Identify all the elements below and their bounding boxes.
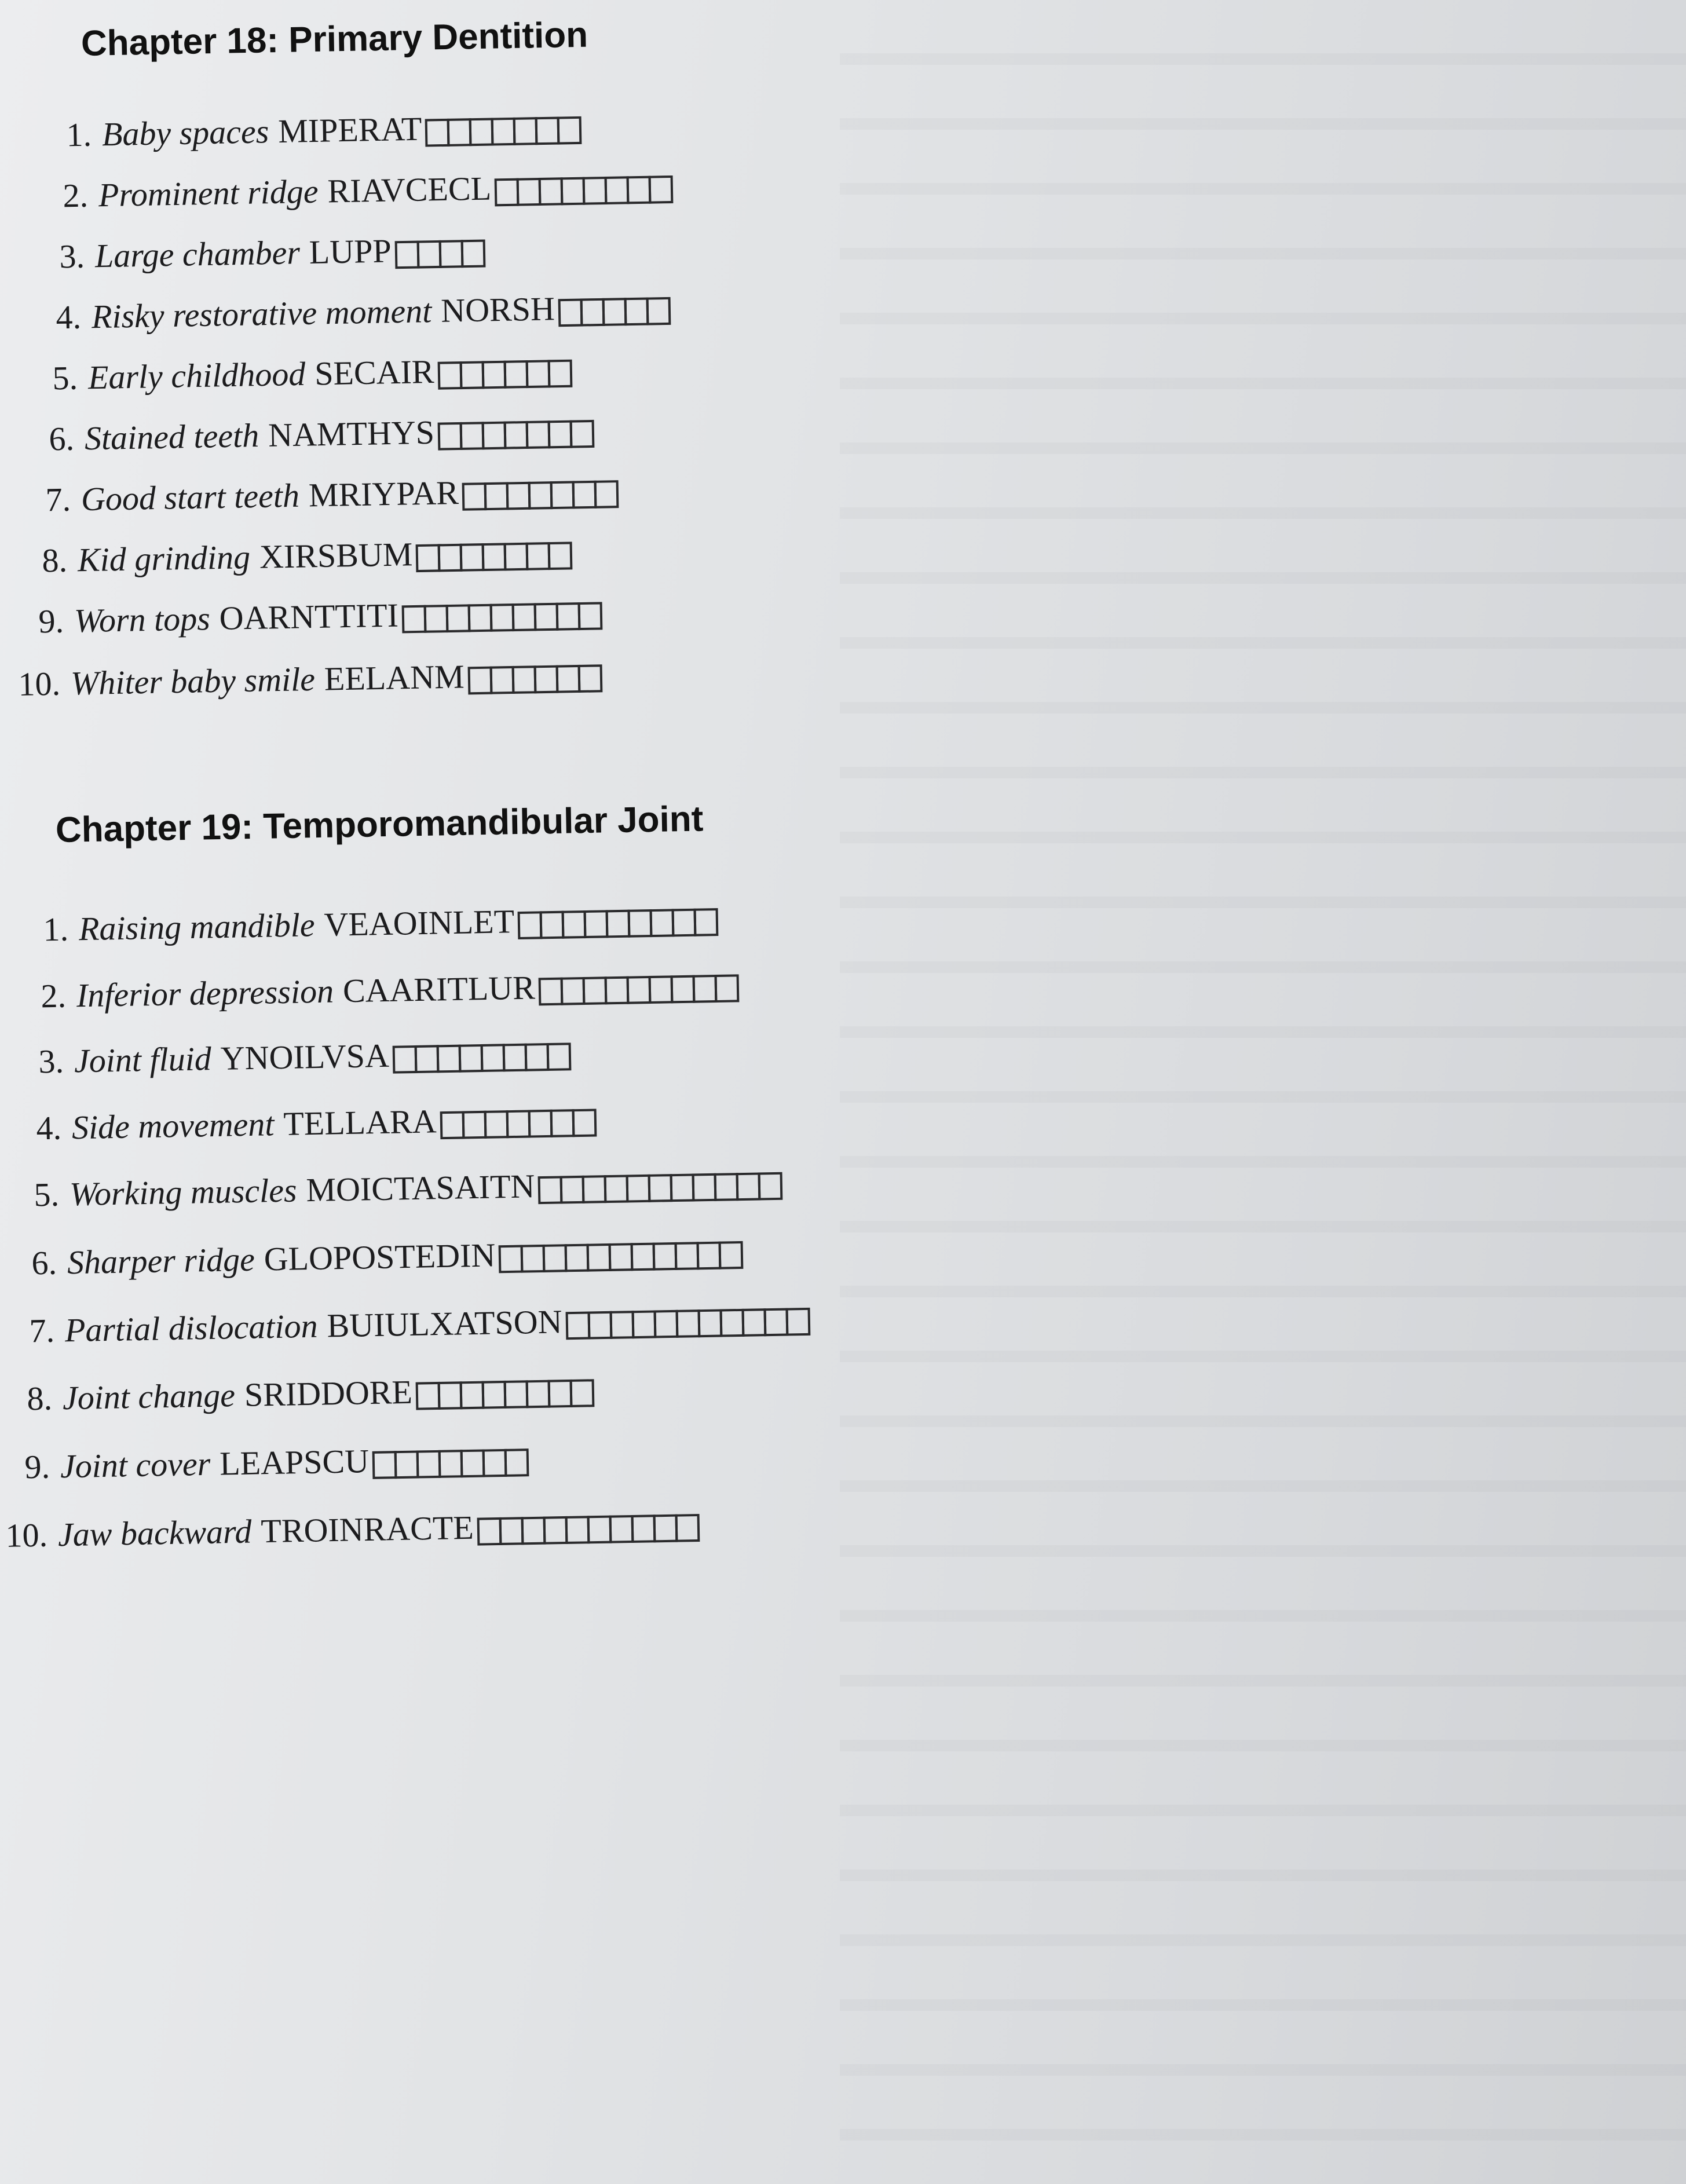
item-number: 9. (24, 1447, 50, 1486)
puzzle-item (10, 1231, 741, 1283)
answer-boxes[interactable] (440, 1109, 594, 1140)
item-clue: Baby spaces (101, 112, 269, 153)
letter-box[interactable] (462, 482, 487, 511)
item-number: 9. (38, 602, 64, 641)
letter-box[interactable] (481, 361, 506, 389)
answer-boxes[interactable] (438, 420, 593, 451)
letter-box[interactable] (503, 360, 528, 389)
item-clue: Prominent ridge (98, 172, 319, 214)
letter-box[interactable] (714, 1173, 739, 1201)
item-clue: Risky restorative moment (91, 292, 432, 336)
letter-box[interactable] (482, 543, 507, 571)
letter-box[interactable] (438, 422, 463, 451)
scrambled-word: GLOPOSTEDIN (264, 1236, 496, 1278)
item-clue: Partial dislocation (64, 1307, 319, 1349)
letter-box[interactable] (402, 605, 427, 634)
letter-box[interactable] (650, 909, 675, 937)
letter-box[interactable] (565, 1516, 590, 1544)
letter-box[interactable] (512, 603, 537, 631)
letter-box[interactable] (557, 116, 582, 145)
scrambled-word: TROINRACTE (260, 1508, 474, 1550)
item-number: 8. (41, 541, 68, 580)
scrambled-word: MRIYPAR (308, 473, 459, 514)
letter-box[interactable] (627, 976, 652, 1004)
scrambled-word: OARNTTITI (219, 596, 399, 637)
item-number: 1. (65, 115, 92, 154)
letter-box[interactable] (697, 1242, 722, 1270)
answer-boxes[interactable] (437, 360, 570, 390)
puzzle-item (19, 964, 737, 1016)
letter-box[interactable] (460, 1449, 485, 1477)
item-number: 4. (35, 1109, 62, 1147)
letter-box[interactable] (438, 240, 463, 268)
puzzle-item (17, 1033, 569, 1081)
item-clue: Sharper ridge (67, 1240, 255, 1282)
letter-box[interactable] (372, 1451, 397, 1479)
letter-box[interactable] (504, 1448, 529, 1477)
item-clue: Early childhood (87, 354, 306, 397)
answer-boxes[interactable] (462, 480, 617, 511)
letter-box[interactable] (604, 1175, 629, 1203)
scrambled-word: SECAIR (314, 352, 435, 393)
letter-box[interactable] (628, 909, 653, 938)
letter-box[interactable] (548, 420, 573, 449)
letter-box[interactable] (675, 1309, 700, 1338)
letter-box[interactable] (719, 1309, 744, 1337)
letter-box[interactable] (609, 1515, 634, 1543)
letter-box[interactable] (393, 1045, 418, 1074)
letter-box[interactable] (482, 1449, 507, 1477)
letter-box[interactable] (534, 603, 559, 631)
letter-box[interactable] (447, 118, 472, 147)
letter-box[interactable] (528, 1110, 553, 1138)
item-clue: Side movement (71, 1105, 275, 1147)
puzzle-item (12, 1162, 780, 1214)
letter-box[interactable] (525, 360, 550, 388)
letter-box[interactable] (482, 422, 507, 450)
letter-box[interactable] (481, 1044, 506, 1072)
puzzle-item (13, 654, 600, 704)
letter-box[interactable] (560, 1176, 585, 1204)
item-number: 3. (58, 237, 85, 276)
puzzle-item (21, 898, 716, 949)
letter-box[interactable] (570, 420, 595, 448)
scrambled-word: BUIULXATSON (326, 1303, 563, 1345)
letter-box[interactable] (460, 240, 485, 268)
puzzle-item (5, 1369, 592, 1418)
letter-box[interactable] (517, 178, 542, 206)
letter-box[interactable] (562, 910, 587, 939)
puzzle-item (3, 1439, 526, 1487)
letter-box[interactable] (538, 1176, 563, 1204)
item-clue: Good start teeth (81, 476, 300, 518)
letter-box[interactable] (548, 1380, 573, 1408)
item-clue: Worn tops (74, 599, 211, 640)
letter-box[interactable] (555, 665, 580, 693)
letter-box[interactable] (460, 422, 485, 450)
item-clue: Working muscles (69, 1171, 298, 1213)
item-number: 7. (45, 480, 71, 519)
chapter-title: Chapter 18: Primary Dentition (81, 14, 588, 64)
answer-boxes[interactable] (402, 602, 601, 633)
item-clue: Large chamber (94, 233, 301, 275)
letter-box[interactable] (506, 482, 531, 510)
letter-box[interactable] (511, 665, 536, 694)
scrambled-word: LEAPSCU (219, 1442, 370, 1483)
letter-box[interactable] (624, 298, 649, 326)
item-number: 2. (62, 176, 89, 215)
answer-boxes[interactable] (393, 1042, 569, 1073)
answer-boxes[interactable] (538, 1172, 781, 1204)
letter-box[interactable] (587, 1311, 612, 1340)
scrambled-word: RIAVCECL (327, 169, 492, 210)
letter-box[interactable] (550, 1109, 575, 1137)
letter-box[interactable] (736, 1172, 761, 1201)
letter-box[interactable] (570, 1379, 595, 1407)
letter-box[interactable] (565, 1244, 590, 1272)
letter-box[interactable] (460, 543, 485, 572)
puzzle-item (27, 410, 592, 459)
letter-box[interactable] (528, 481, 553, 510)
letter-box[interactable] (758, 1172, 783, 1201)
letter-box[interactable] (719, 1241, 744, 1270)
letter-box[interactable] (437, 361, 462, 390)
letter-box[interactable] (609, 1243, 634, 1271)
puzzle-item (1, 1504, 697, 1555)
letter-box[interactable] (490, 603, 515, 632)
letter-box[interactable] (649, 175, 674, 204)
letter-box[interactable] (550, 481, 575, 509)
letter-box[interactable] (489, 666, 514, 694)
letter-box[interactable] (715, 974, 740, 1003)
letter-box[interactable] (692, 1173, 717, 1202)
item-clue: Whiter baby smile (70, 660, 316, 703)
puzzle-item (8, 1298, 808, 1351)
letter-box[interactable] (572, 1109, 597, 1137)
item-number: 6. (48, 419, 75, 458)
letter-box[interactable] (675, 1242, 700, 1270)
answer-boxes[interactable] (416, 542, 570, 572)
letter-box[interactable] (394, 241, 419, 269)
scrambled-word: TELLARA (283, 1102, 437, 1143)
item-clue: Inferior depression (76, 972, 334, 1015)
scrambled-word: NORSH (440, 290, 555, 330)
letter-box[interactable] (394, 1450, 419, 1479)
scrambled-word: SRIDDORE (244, 1373, 413, 1414)
letter-box[interactable] (540, 911, 565, 939)
letter-box[interactable] (583, 976, 608, 1005)
letter-box[interactable] (763, 1308, 788, 1337)
letter-box[interactable] (609, 1311, 634, 1339)
letter-box[interactable] (484, 482, 509, 510)
answer-boxes[interactable] (477, 1514, 697, 1546)
item-number: 5. (33, 1175, 60, 1214)
answer-boxes[interactable] (539, 974, 737, 1005)
letter-box[interactable] (631, 1243, 656, 1271)
letter-box[interactable] (499, 1245, 524, 1274)
letter-box[interactable] (437, 1045, 462, 1073)
item-clue: Kid grinding (77, 538, 251, 579)
letter-box[interactable] (416, 544, 441, 572)
scrambled-word: MIPERAT (277, 109, 422, 150)
letter-box[interactable] (653, 1514, 678, 1543)
answer-boxes[interactable] (425, 116, 580, 147)
letter-box[interactable] (631, 1310, 656, 1338)
puzzle-item (45, 107, 579, 155)
letter-box[interactable] (670, 1173, 695, 1202)
scrambled-word: YNOILVSA (220, 1036, 390, 1077)
item-number: 1. (42, 910, 69, 949)
letter-box[interactable] (504, 1380, 529, 1409)
item-clue: Stained teeth (84, 416, 259, 458)
letter-box[interactable] (587, 1243, 612, 1272)
letter-box[interactable] (533, 665, 558, 694)
letter-box[interactable] (602, 298, 627, 326)
letter-box[interactable] (506, 1110, 531, 1138)
letter-box[interactable] (605, 176, 630, 204)
letter-box[interactable] (543, 1244, 568, 1272)
letter-box[interactable] (594, 480, 619, 508)
letter-box[interactable] (578, 602, 603, 630)
letter-box[interactable] (482, 1381, 507, 1409)
item-number: 8. (26, 1379, 53, 1418)
item-clue: Jaw backward (57, 1512, 253, 1554)
letter-box[interactable] (653, 1310, 678, 1338)
letter-box[interactable] (580, 298, 605, 327)
letter-box[interactable] (561, 977, 586, 1005)
letter-box[interactable] (491, 118, 516, 146)
letter-box[interactable] (653, 1242, 678, 1271)
letter-box[interactable] (697, 1309, 722, 1337)
letter-box[interactable] (526, 542, 551, 570)
letter-box[interactable] (572, 481, 597, 509)
letter-box[interactable] (415, 1045, 440, 1073)
item-clue: Joint fluid (74, 1040, 212, 1080)
answer-boxes[interactable] (416, 1379, 593, 1410)
letter-box[interactable] (468, 604, 493, 632)
letter-box[interactable] (503, 1044, 528, 1072)
letter-box[interactable] (672, 909, 697, 937)
letter-box[interactable] (525, 1043, 550, 1071)
letter-box[interactable] (499, 1517, 524, 1545)
letter-box[interactable] (513, 117, 538, 145)
scrambled-word: CAARITLUR (342, 968, 536, 1010)
letter-box[interactable] (446, 604, 471, 632)
answer-boxes[interactable] (372, 1448, 527, 1479)
item-clue: Joint cover (60, 1444, 211, 1486)
letter-box[interactable] (646, 297, 671, 325)
chapter-title: Chapter 19: Temporomandibular Joint (55, 799, 704, 850)
letter-box[interactable] (605, 976, 630, 1005)
letter-box[interactable] (558, 298, 583, 327)
letter-box[interactable] (416, 240, 441, 269)
letter-box[interactable] (521, 1517, 546, 1545)
puzzle-item (17, 592, 600, 641)
letter-box[interactable] (565, 1311, 590, 1340)
letter-box[interactable] (416, 1382, 441, 1410)
puzzle-item (34, 287, 668, 337)
scrambled-word: NAMTHYS (268, 413, 435, 454)
letter-box[interactable] (459, 1044, 484, 1073)
letter-box[interactable] (582, 1175, 607, 1203)
letter-box[interactable] (561, 177, 586, 206)
answer-boxes[interactable] (499, 1241, 741, 1273)
letter-box[interactable] (583, 177, 608, 205)
letter-box[interactable] (526, 1380, 551, 1409)
item-number: 10. (5, 1516, 48, 1554)
letter-box[interactable] (577, 664, 602, 693)
letter-box[interactable] (587, 1516, 612, 1544)
puzzle-item (20, 532, 570, 580)
scrambled-word: MOICTASAITN (305, 1167, 535, 1209)
letter-box[interactable] (543, 1516, 568, 1545)
puzzle-item (24, 470, 616, 520)
letter-box[interactable] (495, 178, 520, 207)
letter-box[interactable] (438, 544, 463, 572)
letter-box[interactable] (675, 1514, 700, 1542)
letter-box[interactable] (556, 602, 581, 631)
letter-box[interactable] (694, 908, 719, 936)
letter-box[interactable] (584, 910, 609, 938)
item-number: 10. (17, 664, 61, 703)
item-number: 2. (40, 976, 67, 1015)
letter-box[interactable] (535, 116, 560, 145)
letter-box[interactable] (693, 975, 718, 1003)
letter-box[interactable] (648, 1174, 673, 1202)
letter-box[interactable] (539, 177, 564, 206)
letter-box[interactable] (547, 1042, 572, 1071)
letter-box[interactable] (606, 910, 631, 938)
letter-box[interactable] (548, 542, 573, 570)
bleed-through-background (840, 0, 1686, 2184)
answer-boxes[interactable] (467, 664, 600, 694)
scrambled-word: EELANM (324, 657, 465, 698)
letter-box[interactable] (469, 118, 494, 146)
letter-box[interactable] (626, 1175, 651, 1203)
letter-box[interactable] (671, 975, 696, 1004)
letter-box[interactable] (440, 1111, 465, 1139)
letter-box[interactable] (484, 1110, 509, 1139)
letter-box[interactable] (425, 119, 450, 147)
puzzle-item (14, 1099, 594, 1148)
scrambled-word: LUPP (309, 232, 392, 271)
letter-box[interactable] (460, 1381, 485, 1410)
letter-box[interactable] (504, 543, 529, 571)
letter-box[interactable] (518, 911, 543, 939)
item-clue: Joint change (62, 1376, 236, 1417)
scrambled-word: VEAOINLET (323, 902, 515, 943)
letter-box[interactable] (459, 361, 484, 389)
answer-boxes[interactable] (565, 1308, 808, 1340)
letter-box[interactable] (526, 420, 551, 449)
item-number: 3. (38, 1042, 64, 1081)
item-number: 4. (55, 298, 82, 336)
letter-box[interactable] (521, 1245, 546, 1273)
letter-box[interactable] (467, 667, 492, 695)
answer-boxes[interactable] (495, 175, 671, 206)
answer-boxes[interactable] (394, 240, 483, 269)
scrambled-word: XIRSBUM (259, 535, 413, 576)
letter-box[interactable] (477, 1517, 502, 1546)
puzzle-item (41, 166, 671, 215)
puzzle-item (38, 230, 483, 276)
letter-box[interactable] (649, 975, 674, 1004)
letter-box[interactable] (416, 1450, 441, 1479)
letter-box[interactable] (785, 1308, 810, 1336)
puzzle-item (31, 350, 570, 398)
letter-box[interactable] (504, 421, 529, 449)
letter-box[interactable] (462, 1111, 487, 1139)
item-number: 5. (52, 358, 78, 397)
answer-boxes[interactable] (558, 297, 669, 327)
letter-box[interactable] (424, 605, 449, 633)
item-clue: Raising mandible (78, 906, 316, 948)
letter-box[interactable] (438, 1381, 463, 1410)
letter-box[interactable] (627, 176, 652, 204)
letter-box[interactable] (539, 978, 564, 1006)
letter-box[interactable] (438, 1450, 463, 1478)
answer-boxes[interactable] (518, 908, 716, 939)
letter-box[interactable] (547, 360, 572, 388)
letter-box[interactable] (741, 1308, 766, 1337)
item-number: 6. (31, 1243, 57, 1282)
letter-box[interactable] (631, 1514, 656, 1543)
item-number: 7. (28, 1311, 55, 1350)
